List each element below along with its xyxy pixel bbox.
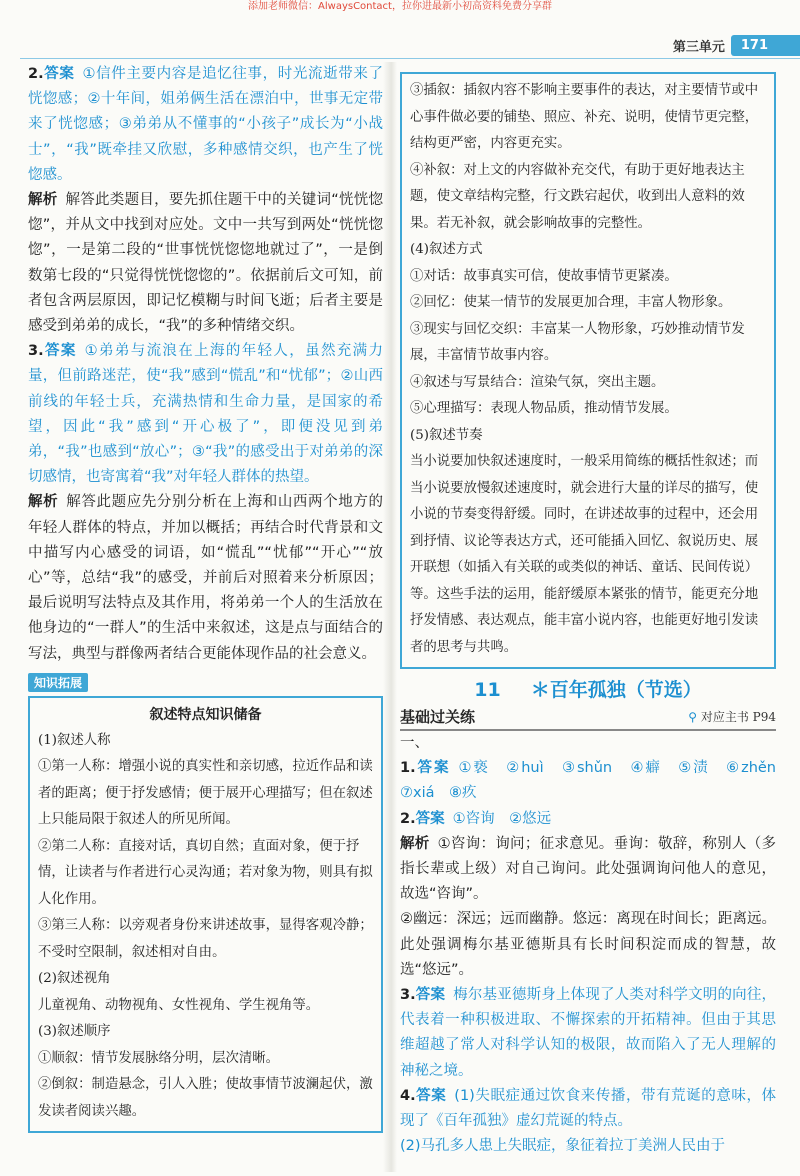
lesson-name: ＊百年孤独（节选）: [530, 679, 702, 701]
section-ref: [688, 708, 776, 725]
q3-analysis: [28, 490, 383, 666]
page-header: [673, 34, 800, 56]
page-fold: [383, 62, 397, 1172]
box-line: ③现实与回忆交织：丰富某一人物形象，巧妙推动情节发展，丰富情节故事内容。: [410, 321, 745, 363]
question-number: 2.: [28, 66, 44, 82]
box-line: (4)叙述方式: [410, 242, 483, 257]
box-line: ③第三人称：以旁观者身份来讲述故事，显得客观冷静；不受时空限制，叙述相对自由。: [38, 918, 373, 960]
answer-tag: 答案: [415, 760, 451, 777]
answer-tag: 答案: [415, 1087, 447, 1104]
analysis-tag: 解析: [400, 835, 430, 852]
search-icon: ⚲: [688, 710, 697, 724]
lesson-number: 11: [474, 679, 501, 701]
answer-tag: 答案: [43, 66, 75, 82]
left-column: [28, 62, 383, 1133]
box-line: ⑤心理描写：表现人物品质，推动情节发展。: [410, 401, 678, 416]
answer-text: 梅尔基亚德斯身上体现了人类对科学文明的向往，代表着一种积极进取、不懈探索的开拓精神。但由于其思维超越了常人对科学认知的极限，故而陷入了无人理解的神秘之境。: [400, 987, 777, 1079]
knowledge-box-continued: [400, 72, 776, 669]
box-line: ②倒叙：制造悬念，引人入胜；使故事情节波澜起伏，激发读者阅读兴趣。: [38, 1077, 373, 1119]
r2-analysis: [400, 832, 776, 908]
answer-text: ①亵 ②huì ③shǔn ④癖 ⑤渍 ⑥zhěn ⑦xiá ⑧疚: [400, 760, 791, 802]
answer-tag: 答案: [415, 987, 446, 1004]
right-column: [400, 62, 791, 1159]
section-name: 基础过关练: [400, 708, 476, 726]
answer-text: ①信件主要内容是追忆往事，时光流逝带来了恍惚感；②十年间，姐弟俩生活在漂泊中，世事无定带来了恍惚感；③弟弟从不懂事的“小孩子”成长为“小战士”，“我”既牵挂又欣慰，多种感情交织，也产生了恍惚感。: [28, 66, 384, 183]
r4-answer-2: (2)马孔多人患上失眠症，象征着拉丁美洲人民由于: [400, 1138, 726, 1155]
section-ref-text: 对应主书 P94: [700, 710, 776, 724]
question-number: 3.: [400, 987, 416, 1004]
question-number: 2.: [400, 810, 416, 827]
box-line: ②回忆：使某一情节的发展更加合理，丰富人物形象。: [410, 295, 732, 310]
question-number: 3.: [28, 343, 44, 360]
header-divider: [20, 58, 800, 59]
unit-label: 第三单元: [672, 39, 725, 55]
box-line: 当小说要加快叙述速度时，一般采用简练的概括性叙述；而当小说要放慢叙述速度时，就会进行大量的详尽的描写，使小说的节奏变得舒缓。同时，在讲述故事的过程中，还会用到抒情、议论等表达方式，还可能插入回忆、叙说历史、展开联想（如插入有关联的或类似的神话、童话、民间传说）等。这些手法的运用，能舒缓原本紧张的情节，能更充分地抒发情感、表达观点，能丰富小说内容，也能更好地引发读者的思考与共鸣。: [410, 454, 759, 655]
knowledge-extension-tag: 知识拓展: [28, 673, 88, 692]
question-number: 4.: [400, 1087, 416, 1104]
analysis-text: 解答此类题目，要先抓住题干中的关键词“恍恍惚惚”，并从文中找到对应处。文中一共写到两处“恍恍惚惚”，一是第二段的“世事恍恍惚惚地就过了”，一是倒数第七段的“只觉得恍恍惚惚的”。依据前后文可知，前者包含两层原因，即记忆模糊与时间飞逝；后者主要是感受到弟弟的成长，“我”的多种情绪交织。: [28, 192, 384, 335]
box-title: 叙述特点知识储备: [149, 706, 262, 723]
knowledge-box: [28, 696, 383, 1134]
answer-text: (1)失眠症通过饮食来传播，带有荒诞的意味，体现了《百年孤独》虚幻荒诞的特点。: [400, 1087, 777, 1130]
r3-answer: [400, 983, 776, 1084]
section-bar: [400, 706, 776, 731]
analysis-text: ①咨询：询问；征求意见。垂询：敬辞，称别人（多指长辈或上级）对自己询问。此处强调询问他人的意见，故选“咨询”。: [400, 835, 777, 903]
question-number: 1.: [400, 760, 416, 777]
lesson-title: [400, 675, 776, 702]
box-line: ①顺叙：情节发展脉络分明，层次清晰。: [38, 1050, 280, 1066]
answer-tag: 答案: [415, 810, 445, 827]
analysis-tag: 解析: [28, 494, 59, 511]
part-label: 一、: [400, 735, 429, 751]
r1-answer: [400, 756, 791, 806]
box-line: (1)叙述人称: [38, 732, 111, 748]
box-line: (5)叙述节奏: [410, 427, 483, 443]
box-line: 儿童视角、动物视角、女性视角、学生视角等。: [38, 997, 320, 1013]
box-line: ①对话：故事真实可信，使故事情节更紧凑。: [410, 268, 678, 284]
r2-answer: [400, 807, 776, 832]
r2-analysis-2: ②幽远：深远；远而幽静。悠远：离现在时间长；距离远。此处强调梅尔基亚德斯具有长时间积淀而成的智慧，故选“悠远”。: [400, 911, 776, 978]
q2-analysis: [28, 188, 383, 339]
box-line: ④补叙：对上文的内容做补充交代，有助于更好地表达主题，使文章结构完整，行文跌宕起伏，收到出人意料的效果。若无补叙，就会影响故事的完整性。: [410, 162, 745, 231]
box-line: ②第二人称：直接对话，真切自然；直面对象，便于抒情，让读者与作者进行心灵沟通；若对象为物，则具有拟人化作用。: [38, 838, 373, 907]
answer-text: ①弟弟与流浪在上海的年轻人，虽然充满力量，但前路迷茫，使“我”感到“慌乱”和“忧郁”；②山西前线的年轻士兵，充满热情和生命力量，是国家的希望，因此“我”感到“开心极了”，即便没见到弟弟，“我”也感到“放心”；③“我”的感受出于对弟弟的深切感情，也寄寓着“我”对年轻人群体的热望。: [28, 343, 384, 486]
box-line: (2)叙述视角: [38, 971, 111, 987]
top-note: 添加老师微信：AlwaysContact，拉你进最新小初高资料免费分享群: [248, 1, 552, 12]
analysis-tag: 解析: [28, 192, 58, 209]
q2-answer: [28, 62, 383, 188]
box-line: ④叙述与写景结合：渲染气氛，突出主题。: [410, 374, 665, 390]
box-line: (3)叙述顺序: [38, 1024, 111, 1040]
box-line: ①第一人称：增强小说的真实性和亲切感，拉近作品和读者的距离；便于抒发感情；便于展开心理描写；但在叙述上只能局限于叙述人的所见所闻。: [38, 759, 373, 828]
box-line: ③插叙：插叙内容不影响主要事件的表达，对主要情节或中心事件做必要的铺垫、照应、补充、说明，使情节更完整，结构更严密，内容更充实。: [410, 83, 759, 151]
r4-answer: [400, 1084, 776, 1134]
answer-tag: 答案: [43, 343, 77, 360]
answer-text: ①咨询 ②悠远: [452, 810, 552, 827]
page-number: 171: [731, 35, 800, 56]
q3-answer: [28, 339, 383, 490]
analysis-text: 解答此题应先分别分析在上海和山西两个地方的年轻人群体的特点，并加以概括；再结合时代背景和文中描写内心感受的词语，如“慌乱”“忧郁”“开心”“放心”等，总结“我”的感受，并前后对照着来分析原因；最后说明写法特点及其作用，将弟弟一个人的生活放在他身边的“一群人”的生活中来叙述，这是点与面结合的写法，典型与群像两者结合更能体现作品的社会意义。: [28, 494, 384, 662]
